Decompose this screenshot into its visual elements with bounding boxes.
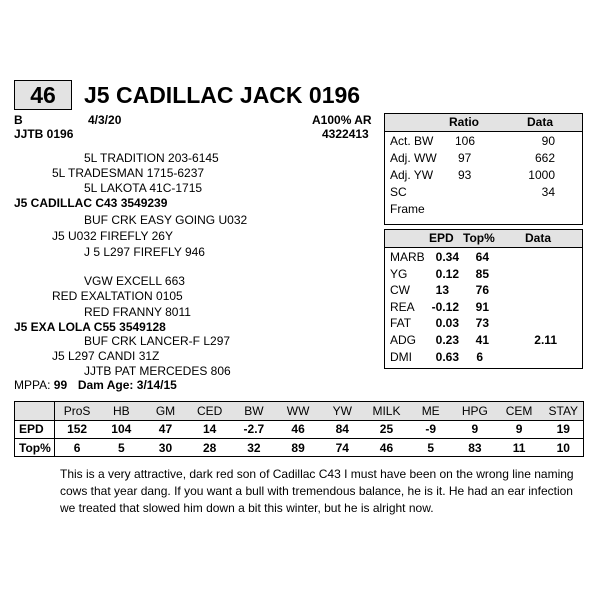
mppa-value: 99 — [53, 378, 68, 392]
epd-me: -9 — [425, 422, 437, 436]
carcass-label: FAT — [390, 316, 412, 331]
carcass-top: 41 — [475, 332, 489, 347]
carcass-panel-header — [385, 230, 582, 248]
perf-label: Act. BW — [390, 134, 434, 148]
pedigree-dam-sire-sire: VGW EXCELL 663 — [84, 274, 185, 288]
top-bw: 32 — [247, 441, 261, 455]
epd-yw: 84 — [335, 422, 349, 436]
carcass-top: 91 — [475, 299, 489, 314]
trait-stay: STAY — [548, 404, 579, 418]
epd-strip-header-row — [15, 402, 583, 421]
epd-ced: 14 — [203, 422, 217, 436]
pedigree-dam-sire: RED EXALTATION 0105 — [52, 289, 183, 303]
perf-ratio: 93 — [458, 168, 472, 182]
pedigree-sire-dam: J5 U032 FIREFLY 26Y — [52, 229, 173, 243]
trait-gm: GM — [155, 404, 176, 418]
perf-row-act-bw — [385, 132, 582, 149]
epd-header: EPD — [429, 231, 454, 245]
data-header: Data — [527, 115, 554, 129]
trait-hb: HB — [112, 404, 130, 418]
carcass-top: 85 — [475, 266, 489, 281]
birth-date: 4/3/20 — [88, 113, 122, 127]
top-ced: 28 — [203, 441, 217, 455]
epd-stay: 19 — [556, 422, 570, 436]
epd-gm: 47 — [158, 422, 173, 436]
perf-row-sc — [385, 183, 582, 200]
top-milk: 46 — [379, 441, 394, 455]
carcass-epd: 0.12 — [435, 266, 459, 281]
top-hb: 5 — [117, 441, 125, 455]
carcass-epd: 13 — [435, 283, 449, 298]
perf-ratio: 106 — [455, 134, 476, 148]
performance-panel — [384, 113, 583, 225]
carcass-row-dmi — [385, 348, 582, 365]
perf-label: SC — [390, 185, 407, 199]
epd-bw: -2.7 — [243, 422, 265, 436]
trait-ww: WW — [286, 404, 310, 418]
top-me: 5 — [427, 441, 435, 455]
epd-strip-table — [14, 401, 584, 457]
top-hpg: 83 — [468, 441, 482, 455]
carcass-label: YG — [390, 266, 408, 281]
top-ww: 89 — [291, 441, 305, 455]
epd-milk: 25 — [379, 422, 394, 436]
perf-data: 90 — [541, 134, 555, 148]
pedigree-sire-dam-sire: BUF CRK EASY GOING U032 — [84, 213, 248, 227]
trait-cem: CEM — [505, 404, 533, 418]
carcass-top: 6 — [476, 349, 483, 364]
pedigree-sire-dam-dam: J 5 L297 FIREFLY 946 — [84, 245, 205, 259]
carcass-row-yg — [385, 265, 582, 282]
top-cem: 11 — [512, 441, 526, 455]
top-stay: 10 — [556, 441, 570, 455]
perf-row-adj-yw — [385, 166, 582, 183]
perf-row-adj-ww — [385, 149, 582, 166]
epd-cem: 9 — [515, 422, 523, 436]
carcass-data: 2.11 — [534, 332, 557, 347]
top-row-label: Top% — [19, 441, 51, 455]
carcass-row-adg — [385, 331, 582, 348]
pedigree-dam-dam: J5 L297 CANDI 31Z — [52, 349, 160, 363]
dam-age-value: 3/14/15 — [136, 378, 177, 392]
carcass-top: 64 — [475, 250, 489, 264]
epd-strip-divider — [54, 402, 55, 456]
carcass-panel — [384, 229, 583, 369]
carcass-top: 73 — [475, 316, 489, 331]
trait-yw: YW — [332, 404, 352, 418]
carcass-row-rea — [385, 298, 582, 315]
animal-name: J5 CADILLAC JACK 0196 — [84, 82, 361, 108]
perf-data: 1000 — [528, 168, 555, 182]
top-header: Top% — [463, 231, 495, 245]
pedigree-dam-sire-dam: RED FRANNY 8011 — [84, 305, 191, 319]
description-text: This is a very attractive, dark red son of Cadillac C43 I must have been on the wrong line naming cows that year dang. If you want a bull with tremendous balance, he is it. He had an ear infection we treated that slowed him down a bit this winter, but he is alright now. — [60, 467, 574, 515]
pedigree-dam-dam-sire: BUF CRK LANCER-F L297 — [84, 334, 231, 348]
pedigree-sire-sire: 5L TRADESMAN 1715-6237 — [52, 166, 205, 180]
lot-number: 46 — [14, 80, 72, 110]
epd-hpg: 9 — [471, 422, 479, 436]
registration-tag: A100% AR — [312, 113, 372, 127]
trait-me: ME — [421, 404, 440, 418]
carcass-row-marb — [385, 248, 582, 265]
carcass-row-cw — [385, 281, 582, 298]
pedigree-dam: J5 EXA LOLA C55 3549128 — [14, 320, 166, 334]
perf-label: Adj. WW — [390, 151, 437, 165]
pedigree-sire-sire-sire: 5L TRADITION 203-6145 — [84, 151, 219, 165]
carcass-epd: 0.23 — [435, 332, 459, 347]
epd-ww: 46 — [291, 422, 305, 436]
perf-data: 662 — [534, 151, 555, 165]
perf-ratio: 97 — [458, 151, 472, 165]
top-pros: 6 — [73, 441, 81, 455]
carcass-label: REA — [390, 299, 415, 314]
perf-label: Adj. YW — [390, 168, 434, 182]
perf-row-frame — [385, 200, 582, 217]
carcass-epd: 0.03 — [435, 316, 459, 331]
epd-strip-epd-row — [15, 420, 583, 438]
trait-hpg: HPG — [461, 404, 488, 418]
performance-panel-header — [385, 114, 582, 132]
carcass-label: ADG — [390, 332, 417, 347]
ratio-header: Ratio — [449, 115, 479, 129]
mppa-line — [14, 378, 177, 392]
carcass-row-fat — [385, 314, 582, 331]
carcass-epd: -0.12 — [431, 299, 459, 314]
mppa-label: MPPA: — [14, 378, 51, 392]
perf-label: Frame — [390, 202, 425, 216]
carcass-label: DMI — [390, 349, 412, 364]
trait-milk: MILK — [372, 404, 401, 418]
carcass-label: MARB — [390, 250, 425, 264]
carcass-label: CW — [390, 283, 410, 298]
dam-age-label: Dam Age: — [77, 378, 134, 392]
tattoo: JJTB 0196 — [14, 127, 74, 141]
top-yw: 74 — [335, 441, 349, 455]
registration-number: 4322413 — [322, 127, 369, 141]
epd-hb: 104 — [111, 422, 132, 436]
epd-row-label: EPD — [19, 422, 44, 436]
pedigree-sire: J5 CADILLAC C43 3549239 — [14, 196, 168, 210]
pedigree-sire-sire-dam: 5L LAKOTA 41C-1715 — [84, 181, 203, 195]
trait-pros: ProS — [63, 404, 91, 418]
epd-strip-top-row — [15, 438, 583, 457]
perf-data: 34 — [541, 185, 555, 199]
trait-ced: CED — [197, 404, 223, 418]
sex: B — [14, 113, 23, 127]
top-gm: 30 — [158, 441, 173, 455]
pedigree-dam-dam-dam: JJTB PAT MERCEDES 806 — [84, 364, 231, 378]
epd-pros: 152 — [67, 422, 88, 436]
data-header: Data — [525, 231, 552, 245]
carcass-top: 76 — [475, 283, 489, 298]
carcass-epd: 0.63 — [435, 349, 459, 364]
carcass-epd: 0.34 — [435, 250, 459, 264]
trait-bw: BW — [244, 404, 264, 418]
